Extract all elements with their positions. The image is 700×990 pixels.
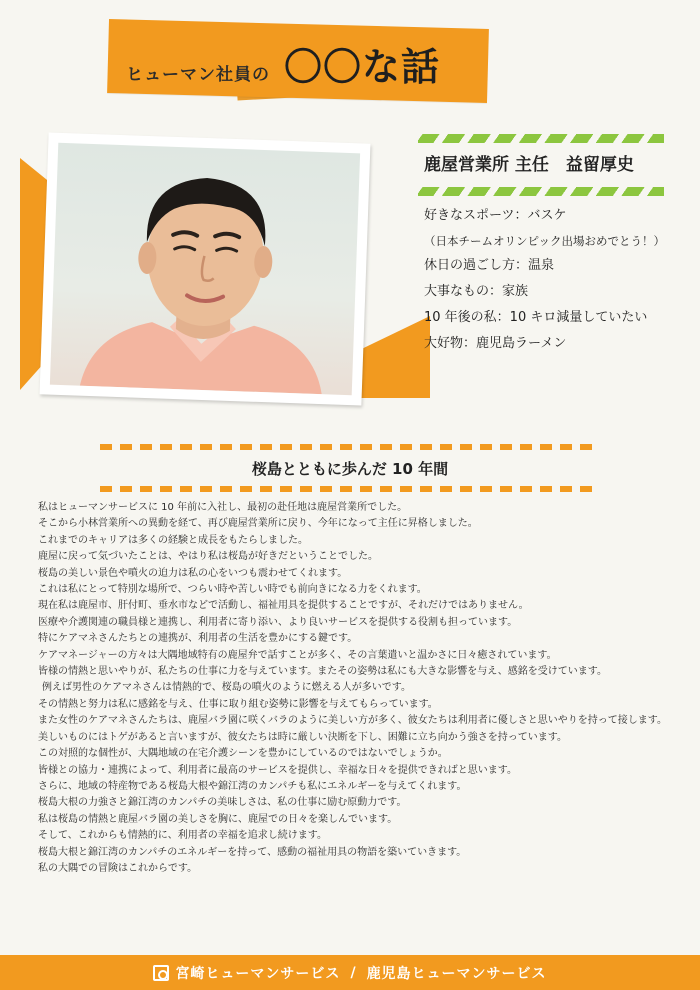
body-paragraph: さらに、地域の特産物である桜島大根や錦江湾のカンパチも私にエネルギーを与えてくれます。 — [38, 780, 467, 792]
body-paragraph: ケアマネージャーの方々は大隅地域特有の鹿屋弁で話すことが多く、その言葉遣いと温かさに日々癒されています。 — [38, 649, 557, 661]
banner-subtitle: ヒューマン社員の — [126, 65, 270, 85]
body-paragraph: そこから小林営業所への異動を経て、再び鹿屋営業所に戻り、今年になって主任に昇格しました。 — [38, 518, 478, 530]
body-paragraph: 皆様との協力・連携によって、利用者に最高のサービスを提供し、幸福な日々を提供できればと思います。 — [38, 764, 517, 776]
body-paragraph: 例えば男性のケアマネさんは情熱的で、桜島の噴火のように燃える人が多いです。 — [42, 682, 411, 694]
section-heading: 桜島とともに歩んだ 10 年間 — [251, 460, 449, 478]
employee-name: 鹿屋営業所 主任 益留厚史 — [424, 155, 634, 175]
body-paragraph: 美しいものにはトゲがあると言いますが、彼女たちは時に厳しい決断を下し、困難に立ち向かう強さを持っています。 — [38, 731, 567, 743]
photo-frame — [40, 132, 371, 405]
company-logo-icon — [153, 965, 169, 981]
body-paragraph: これは私にとって特別な場所で、つらい時や苦しい時でも前向きになる力をくれます。 — [38, 584, 427, 596]
body-paragraph: 医療や介護関連の職員様と連携し、利用者に寄り添い、より良いサービスを提供する役割も担っています。 — [38, 616, 518, 628]
body-paragraph: そして、これからも情熱的に、利用者の幸福を追求し続けます。 — [38, 830, 327, 842]
profile-favorite-food: 大好物：鹿児島ラーメン — [424, 336, 567, 351]
article-body — [38, 500, 668, 877]
footer-bar — [0, 955, 700, 990]
profile-list — [424, 203, 674, 357]
body-paragraph: 私の大隅での冒険はこれからです。 — [38, 862, 198, 874]
page-title: 〇〇な話 — [284, 45, 441, 89]
body-paragraph: これまでのキャリアは多くの経験と成長をもたらしました。 — [38, 534, 308, 546]
body-paragraph: 特にケアマネさんたちとの連携が、利用者の生活を豊かにする鍵です。 — [38, 633, 358, 645]
body-paragraph: また女性のケアマネさんたちは、鹿屋バラ園に咲くバラのように美しい方が多く、彼女たちは利用者に優しさと思いやりを持って接します。 — [38, 715, 667, 727]
body-paragraph: 現在私は鹿屋市、肝付町、垂水市などで活動し、福祉用具を提供することですが、それだけではありません。 — [38, 600, 529, 612]
profile-sport-note: （日本チームオリンピック出場おめでとう！） — [424, 234, 666, 248]
body-paragraph: 桜島大根の力強さと錦江湾のカンパチの美味しさは、私の仕事に励む原動力です。 — [38, 797, 407, 809]
banner-text — [126, 36, 441, 89]
body-paragraph: 桜島の美しい景色や噴火の迫力は私の心をいつも震わせてくれます。 — [38, 567, 348, 579]
body-paragraph: その情熱と努力は私に感銘を与え、仕事に取り組む姿勢に影響を与えてもらっています。 — [38, 698, 438, 710]
employee-photo — [50, 143, 360, 395]
person-portrait-icon — [50, 143, 360, 395]
body-paragraph: 私は桜島の情熱と鹿屋バラ園の美しさを胸に、鹿屋での日々を楽しんでいます。 — [38, 813, 398, 825]
orange-dash-divider-top — [100, 444, 600, 450]
body-paragraph: 鹿屋に戻って気づいたことは、やはり私は桜島が好きだということでした。 — [38, 551, 378, 563]
orange-dash-divider-bottom — [100, 486, 600, 492]
body-paragraph: 皆様の情熱と思いやりが、私たちの仕事に力を与えています。またその姿勢は私にも大きな影響を与え、感銘を受けています。 — [38, 666, 607, 678]
profile-important-thing: 大事なもの：家族 — [424, 284, 529, 299]
green-stripe-top — [418, 134, 664, 143]
profile-holiday: 休日の過ごし方：温泉 — [424, 258, 555, 273]
profile-favorite-sport: 好きなスポーツ：バスケ — [424, 208, 567, 223]
body-paragraph: 桜島大根と錦江湾のカンパチのエネルギーを持って、感動の福祉用具の物語を築いていきます。 — [38, 846, 467, 858]
green-stripe-bottom — [418, 187, 664, 196]
body-paragraph: この対照的な個性が、大隅地域の在宅介護シーンを豊かにしているのではないでしょうか。 — [38, 748, 448, 760]
footer-separator: / — [350, 964, 357, 981]
footer-company-miyazaki: 宮崎ヒューマンサービス — [175, 965, 341, 982]
profile-ten-years: 10 年後の私：10 キロ減量していたい — [424, 310, 648, 325]
body-paragraph: 私はヒューマンサービスに 10 年前に入社し、最初の赴任地は鹿屋営業所でした。 — [38, 502, 408, 513]
footer-company-kagoshima: 鹿児島ヒューマンサービス — [366, 965, 547, 982]
